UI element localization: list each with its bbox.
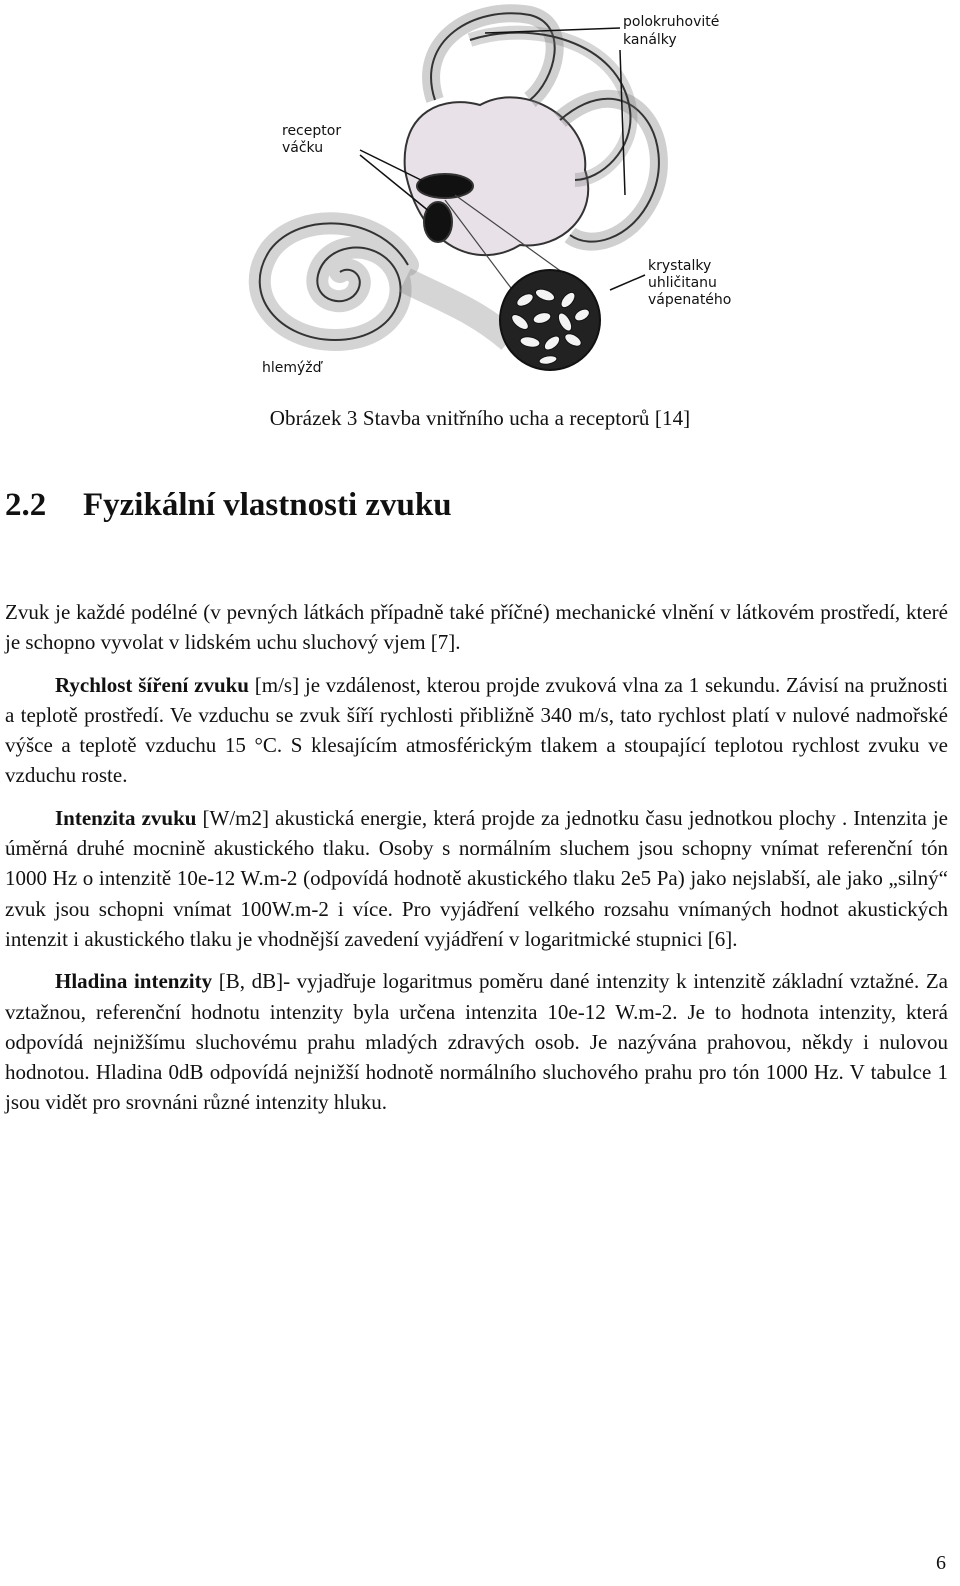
section-heading: [5, 487, 452, 524]
section-number: 2.2: [5, 487, 47, 523]
label-crystals-2: uhličitanu: [648, 275, 717, 291]
figure-caption: Obrázek 3 Stavba vnitřního ucha a receptorů [14]: [269, 406, 691, 430]
paragraph-intensity-text: [W/m2] akustická energie, která projde za jednotku času jednotkou plochy . Intenzita je úměrná druhé mocnině akustického tlaku. Osoby s normálním sluchem jsou schopny vnímat referenční tón 1000 Hz o intenzitě 10e-12 W.m-2 (odpovídá hodnotě akustického tlaku 2e5 Pa) jako nejslabší, ale jako „silný“ zvuk jsou schopni vnímat 100W.m-2 i více. Pro vyjádření velkého rozsahu vnímaných hodnot akustických intenzit i akustického tlaku je vhodnější zavedení vyjádření v logaritmické stupnici [6].: [5, 805, 948, 951]
paragraph-speed-text: [m/s] je vzdálenost, kterou projde zvuková vlna za 1 sekundu. Závisí na pružnosti a teplotě prostředí. Ve vzduchu se zvuk šíří rychlosti přibližně 340 m/s, tato rychlost platí v nulové nadmořské výšce a teplotě vzduchu 15 °C. S klesajícím atmosférickým tlakem a stoupající teplotou rychlost zvuku ve vzduchu roste.: [5, 672, 949, 788]
section-title: Fyzikální vlastnosti zvuku: [83, 487, 452, 523]
term-intensity: Intenzita zvuku: [55, 805, 197, 830]
paragraph-intro: Zvuk je každé podélné (v pevných látkách případně také příčné) mechanické vlnění v látkovém prostředí, které je schopno vyvolat v lidském uchu sluchový vjem [7].: [5, 600, 948, 655]
label-cochlea: hlemýžď: [262, 360, 322, 376]
paragraph-intensity: [5, 803, 948, 954]
paragraph-level-text: [B, dB]- vyjadřuje logaritmus poměru dané intenzity k intenzitě základní vztažné. Za vztažnou, referenční hodnotu intenzity byla určena intenzita 10e-12 W.m-2. Je to hodnota intenzity, která odpovídá nejnižšímu sluchovému prahu mladých zdravých osob. Je nazývána prahovou, někdy i nulovou hodnotou. Hladina 0dB odpovídá nejnižší hodnotě normálního sluchového prahu pro tón 1000 Hz. V tabulce 1 jsou vidět pro srovnáni různé intenzity hluku.: [5, 969, 948, 1115]
label-receptor-1: receptor: [282, 123, 342, 139]
page-number: 6: [936, 1552, 946, 1574]
paragraph-level: [5, 966, 948, 1117]
vestibule-drawing: [405, 97, 589, 255]
label-crystals-3: vápenatého: [648, 292, 732, 308]
term-level: Hladina intenzity: [55, 969, 213, 994]
inner-ear-illustration: [230, 0, 770, 385]
label-semicircular-1: polokruhovité: [623, 14, 720, 30]
label-crystals-1: krystalky: [648, 258, 712, 274]
inner-ear-figure: [230, 0, 770, 385]
paragraph-speed: [5, 670, 948, 791]
term-speed: Rychlost šíření zvuku: [55, 672, 249, 697]
label-semicircular-2: kanálky: [623, 32, 677, 48]
body-text: [5, 597, 948, 1118]
label-receptor-2: váčku: [282, 140, 324, 156]
